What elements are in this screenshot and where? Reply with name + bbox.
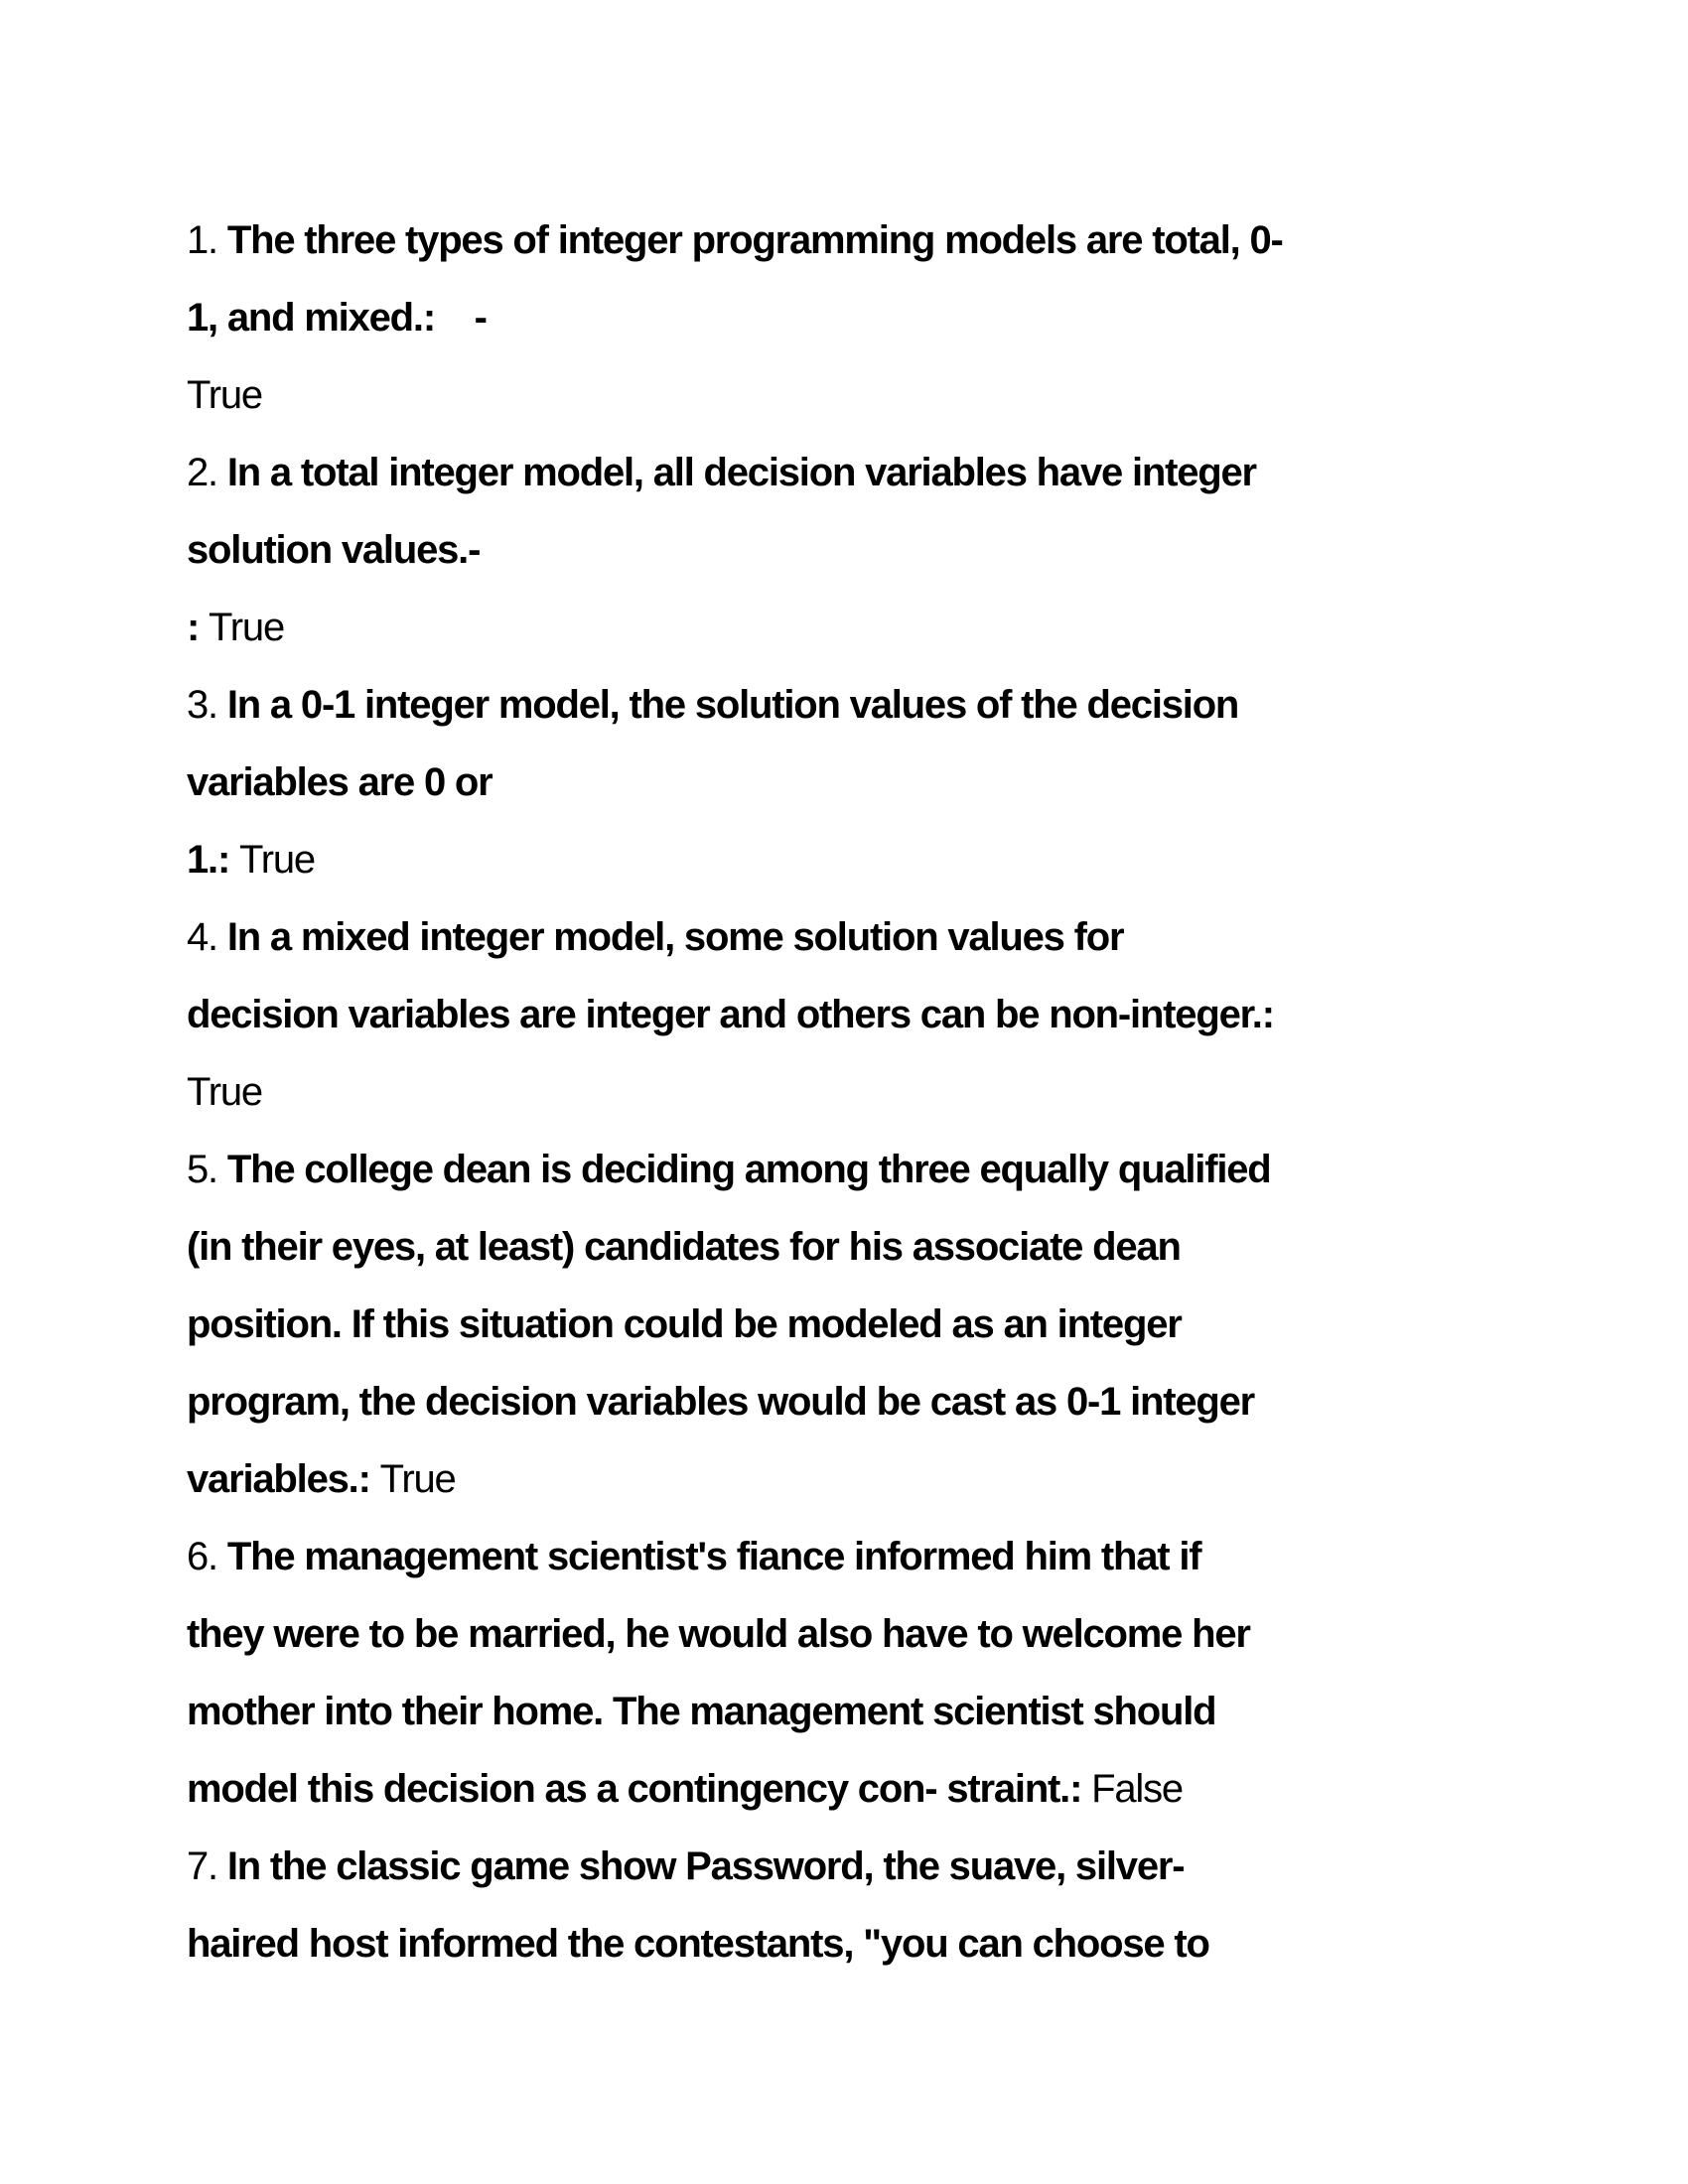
question-text: In a mixed integer model, some solution values for — [226, 915, 1124, 959]
text-line — [187, 976, 1507, 1053]
text-line — [187, 511, 1507, 589]
question-text: In a total integer model, all decision variables have integer — [226, 451, 1256, 494]
text-line — [187, 666, 1507, 744]
question-text: position. If this situation could be modeled as an integer — [187, 1302, 1182, 1346]
text-line — [187, 744, 1507, 821]
question-text: decision variables are integer and others can be non-integer.: — [187, 993, 1274, 1036]
question-text: program, the decision variables would be cast as 0-1 integer — [187, 1380, 1255, 1424]
question-text: mother into their home. The management scientist should — [187, 1690, 1216, 1733]
text-line — [187, 1595, 1507, 1673]
answer-text: True — [187, 1070, 262, 1114]
question-text: The college dean is deciding among three equally qualified — [226, 1148, 1271, 1191]
text-line — [187, 279, 1507, 356]
answer-text: True — [239, 838, 315, 882]
question-text: variables are 0 or — [187, 760, 492, 804]
answer-text: True — [379, 1457, 456, 1501]
question-text: solution values.- — [187, 528, 481, 572]
question-text: The three types of integer programming models are total, 0- — [226, 218, 1283, 262]
text-line — [187, 898, 1507, 976]
text-line — [187, 1208, 1507, 1286]
text-line — [187, 356, 1507, 434]
question-number: 5. — [187, 1148, 227, 1191]
question-number: 6. — [187, 1535, 227, 1578]
text-line — [187, 434, 1507, 511]
question-text: model this decision as a contingency con- straint.: — [187, 1767, 1092, 1811]
question-text: (in their eyes, at least) candidates for his associate dean — [187, 1225, 1181, 1269]
question-number: 3. — [187, 683, 227, 727]
text-line — [187, 1673, 1507, 1750]
question-text: 1, and mixed.: - — [187, 296, 487, 340]
question-text: they were to be married, he would also have to welcome her — [187, 1612, 1250, 1656]
text-line — [187, 1363, 1507, 1440]
question-text: 1.: — [187, 838, 239, 882]
question-text: The management scientist's fiance informed him that if — [226, 1535, 1201, 1578]
text-line — [187, 589, 1507, 666]
text-line — [187, 1905, 1507, 1982]
text-line — [187, 1286, 1507, 1363]
text-line — [187, 1131, 1507, 1208]
question-text: : — [187, 606, 210, 649]
question-text: In the classic game show Password, the suave, silver- — [226, 1844, 1185, 1888]
question-number: 2. — [187, 451, 227, 494]
text-line — [187, 1518, 1507, 1595]
answer-text: False — [1091, 1767, 1183, 1811]
text-line — [187, 1053, 1507, 1131]
text-line — [187, 1750, 1507, 1828]
question-text: haired host informed the contestants, "you can choose to — [187, 1922, 1209, 1966]
question-number: 1. — [187, 218, 227, 262]
text-line — [187, 202, 1507, 279]
question-text: variables.: — [187, 1457, 380, 1501]
question-text: In a 0-1 integer model, the solution values of the decision — [226, 683, 1239, 727]
text-line — [187, 1828, 1507, 1905]
question-number: 4. — [187, 915, 227, 959]
text-line — [187, 821, 1507, 898]
question-number: 7. — [187, 1844, 227, 1888]
text-line — [187, 1440, 1507, 1518]
answer-text: True — [187, 373, 262, 417]
document-text-block — [187, 202, 1507, 1982]
answer-text: True — [209, 606, 285, 649]
